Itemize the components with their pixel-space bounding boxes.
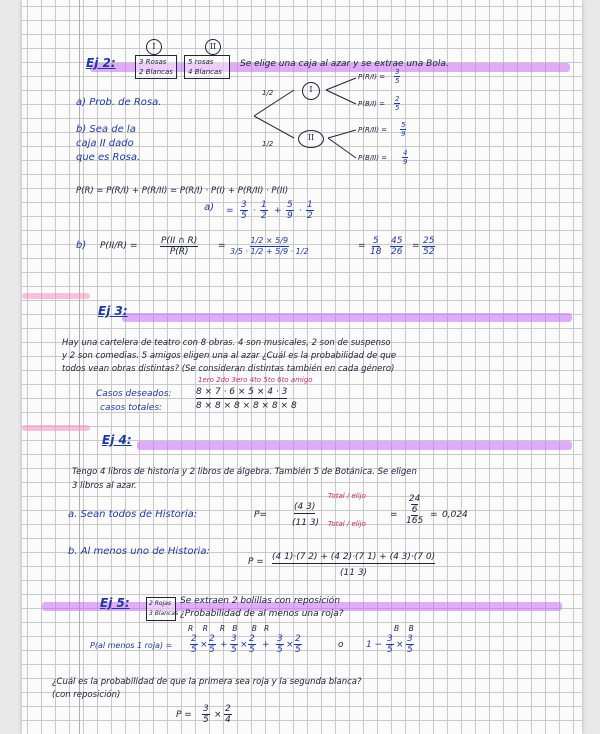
fraction-denominator: 3/5 · 1/2 + 5/9 · 1/2 (230, 247, 309, 256)
formula-b-eq2: = (358, 241, 366, 251)
p-blanca-given-2: P(B/II) = (358, 154, 388, 162)
fraction-numerator: 3 (407, 634, 413, 644)
tree-branch-2b (328, 138, 356, 158)
ex5-letters-right: B B (394, 624, 414, 633)
ex5-op-plus2: + (262, 640, 270, 650)
formula-b-label: b) (76, 240, 87, 251)
tree-half-2: 1/2 (262, 140, 274, 148)
fraction-denominator: 4 (225, 715, 231, 725)
notebook-page (22, 0, 582, 734)
ex5-op-x3: × (286, 640, 294, 650)
ex5-f2 (208, 634, 216, 655)
fraction-denominator: 5 (295, 645, 301, 655)
fraction-numerator: 1 (307, 200, 313, 210)
formula-b-eq1: = (218, 241, 226, 251)
ex5-f1 (190, 634, 198, 655)
formula-a-f4 (306, 200, 314, 221)
ex4-part-a-eq1: = (390, 510, 398, 520)
box1-label: I (146, 39, 162, 55)
ex3-line1: Hay una cartelera de teatro con 8 obras. 4 son musicales, 2 son de suspenso (62, 338, 391, 348)
formula-b-f3 (370, 236, 381, 257)
fraction-numerator: 1/2 × 5/9 (250, 236, 289, 245)
ex3-title: Ej 3: (98, 304, 128, 318)
fraction-numerator: 3 (203, 704, 209, 714)
fraction-denominator: 5 (395, 77, 400, 85)
fraction-numerator: 5 (372, 236, 379, 246)
ex4-part-b-num: (4 1)·(7 2) + (4 2)·(7 1) + (4 3)·(7 0) (272, 552, 436, 562)
fraction-denominator: 5 (249, 645, 255, 655)
ex5-line2: ¿Probabilidad de al menos una roja? (180, 609, 344, 619)
formula-a-dot1: · (253, 206, 256, 216)
ex5-op-x1: × (200, 640, 208, 650)
fraction-middle: 6 (411, 505, 418, 515)
p-rosa-given-1-value (394, 68, 400, 85)
fraction-numerator: 45 (391, 236, 403, 246)
formula-b-result (422, 236, 435, 257)
formula-b-f4 (390, 236, 403, 257)
fraction-numerator: 5 (287, 200, 293, 210)
ex2-intro: Se elige una caja al azar y se extrae una Bola. (240, 59, 449, 69)
formula-a-dot2: · (299, 206, 302, 216)
ex5-f8 (406, 634, 414, 655)
p-blanca-given-2-value (402, 149, 408, 166)
divider-highlight-ex4 (22, 425, 90, 431)
ex4-part-a-num-note: Total / elijo (328, 492, 366, 500)
ex5-question-line1: ¿Cuál es la probabilidad de que la primera sea roja y la segunda blanca? (52, 677, 362, 687)
p-rosa-given-2-value (400, 121, 406, 138)
fraction-numerator: 3 (395, 68, 400, 76)
fraction-denominator: 9 (403, 158, 408, 166)
fraction-numerator: 3 (277, 634, 283, 644)
formula-b-lhs: P(II/R) = (100, 241, 138, 251)
fraction-denominator: 9 (287, 211, 293, 221)
fraction-denominator: 26 (391, 247, 403, 257)
box2-line1: 5 rosas (188, 58, 214, 66)
ex5-one-minus: 1 − (366, 640, 383, 650)
box2-label: II (205, 39, 221, 55)
ex4-part-a-p: P= (254, 510, 267, 520)
ex2-title: Ej 2: (86, 56, 116, 70)
p-blanca-given-1-value (394, 95, 400, 112)
formula-a-f3 (286, 200, 294, 221)
formula-a-f1 (240, 200, 248, 221)
fraction-denominator: 5 (209, 645, 215, 655)
formula-a-f2 (260, 200, 268, 221)
ex4-part-a-num: (4 3) (294, 502, 316, 512)
box1-line2: 2 Blancas (139, 68, 173, 76)
section-highlight-ex3 (122, 313, 572, 322)
ex4-part-b-p: P = (248, 557, 264, 567)
ex4-line2: 3 libros al azar. (72, 481, 137, 491)
ex5-question-line2: (con reposición) (52, 690, 121, 700)
ex3-total-value: 8 × 8 × 8 × 8 × 8 × 8 (196, 401, 297, 411)
ex5-f7 (386, 634, 394, 655)
divider-highlight-ex3 (22, 293, 90, 299)
ex4-part-a-fraction (406, 494, 423, 526)
ex5-f5 (276, 634, 284, 655)
ex5-box-line2: 3 Blancas (149, 610, 179, 617)
fraction-numerator: 24 (408, 494, 421, 504)
fraction-denominator: 5 (277, 645, 283, 655)
ex5-title: Ej 5: (100, 596, 130, 610)
ex3-fav-label: Casos deseados: (96, 389, 172, 399)
ex4-part-b-den: (11 3) (340, 568, 368, 578)
fraction-numerator: 2 (395, 95, 400, 103)
fraction-numerator: 3 (387, 634, 393, 644)
ex4-part-a: a. Sean todos de Historia: (68, 509, 198, 520)
box1-line1: 3 Rosas (139, 58, 167, 66)
ex5-q-f2 (224, 704, 232, 725)
p-rosa-given-2: P(R/II) = (358, 126, 388, 134)
ex4-part-a-den-note: Total / elijo (328, 520, 366, 528)
ex4-part-a-den: (11 3) (292, 518, 320, 528)
formula-b-eq3: = (412, 241, 420, 251)
fraction-denominator: 9 (401, 130, 406, 138)
ex5-box-line1: 2 Rojas (149, 600, 172, 607)
fraction-denominator: 5 (407, 645, 413, 655)
fraction-denominator: P(R) (169, 247, 189, 257)
ex2-part-b-line1: b) Sea de la (76, 124, 136, 135)
tree-branch-1b (326, 90, 356, 104)
ex4-part-a-result: 0,024 (442, 510, 468, 520)
fraction-denominator: 165 (406, 516, 424, 526)
tree-branch-2a (328, 130, 356, 138)
tree-branch-1a (326, 78, 356, 90)
fraction-denominator: 5 (387, 645, 393, 655)
section-highlight-ex4 (137, 441, 572, 450)
ex5-f6 (294, 634, 302, 655)
ex5-q-x: × (214, 710, 222, 720)
fraction-denominator: 52 (423, 247, 435, 257)
formula-a-eq: = (226, 206, 234, 216)
fraction-numerator: 25 (423, 236, 435, 246)
fraction-numerator: 3 (241, 200, 247, 210)
ex4-title: Ej 4: (102, 433, 132, 447)
tree-node-2: II (298, 130, 324, 148)
fraction-denominator: 5 (191, 645, 197, 655)
formula-b-f2 (230, 236, 309, 257)
formula-a-label: a) (204, 202, 215, 213)
ex5-op-x2: × (240, 640, 248, 650)
formula-b-f1 (160, 236, 198, 257)
fraction-numerator: 1 (261, 200, 267, 210)
ex4-part-a-eq2: = (430, 510, 438, 520)
tree-branch-1 (254, 90, 294, 116)
ex2-part-a: a) Prob. de Rosa. (76, 97, 162, 108)
fraction-denominator: 5 (241, 211, 247, 221)
tree-node-1: I (302, 82, 320, 100)
p-blanca-given-1: P(B/I) = (358, 100, 385, 108)
fraction-numerator: 2 (249, 634, 255, 644)
ex5-f4 (248, 634, 256, 655)
fraction-denominator: 2 (261, 211, 267, 221)
ex5-op-x4: × (396, 640, 404, 650)
ex3-ordinals: 1ero 2do 3ero 4to 5to 6to amigo (198, 376, 313, 384)
ex3-line2: y 2 son comedias. 5 amigos eligen una al azar ¿Cuál es la probabilidad de que (62, 351, 397, 361)
fraction-numerator: 2 (295, 634, 301, 644)
ex3-fav-value: 8 × 7 · 6 × 5 × 4 · 3 (196, 387, 288, 397)
fraction-denominator: 5 (203, 715, 209, 725)
ex4-line1: Tengo 4 libros de historia y 2 libros de álgebra. También 5 de Botánica. Se eligen (72, 467, 417, 477)
box2-line2: 4 Blancas (188, 68, 222, 76)
fraction-numerator: 3 (231, 634, 237, 644)
ex2-part-b-line3: que es Rosa. (76, 152, 141, 163)
ex3-line3: todos vean obras distintas? (Se consideran distintas también en cada género) (62, 364, 395, 374)
fraction-denominator: 2 (307, 211, 313, 221)
ex5-box (146, 597, 179, 621)
fraction-numerator: P(II ∩ R) (161, 236, 198, 246)
ex5-op-o: o (338, 640, 344, 650)
fraction-numerator: 2 (191, 634, 197, 644)
fraction-denominator: 5 (231, 645, 237, 655)
ex5-letters-left: R R R B B R (188, 624, 270, 633)
ex5-q-f1 (202, 704, 210, 725)
fraction-numerator: 5 (401, 121, 406, 129)
probability-tree (22, 0, 582, 200)
formula-a-plus: + (274, 206, 282, 216)
fraction-numerator: 4 (403, 149, 408, 157)
ex3-total-label: casos totales: (100, 403, 163, 413)
p-rosa-given-1: P(R/I) = (358, 73, 386, 81)
fraction-numerator: 2 (209, 634, 215, 644)
ex4-part-b: b. Al menos uno de Historia: (68, 546, 210, 557)
tree-half-1: 1/2 (262, 89, 274, 97)
ex5-p-label: P(al menos 1 roja) = (90, 641, 173, 650)
total-probability-formula: P(R) = P(R/I) + P(R/II) = P(R/I) · P(I) + P(R/II) · P(II) (76, 186, 289, 196)
ex5-line1: Se extraen 2 bolillas con reposición (180, 596, 341, 606)
ex5-q-p: P = (176, 710, 192, 720)
ex5-f3 (230, 634, 238, 655)
ex2-part-b-line2: caja II dado (76, 138, 134, 149)
fraction-denominator: 5 (395, 104, 400, 112)
ex5-op-plus1: + (220, 640, 228, 650)
fraction-denominator: 18 (370, 247, 382, 257)
tree-branch-2 (254, 116, 294, 138)
fraction-numerator: 2 (225, 704, 231, 714)
